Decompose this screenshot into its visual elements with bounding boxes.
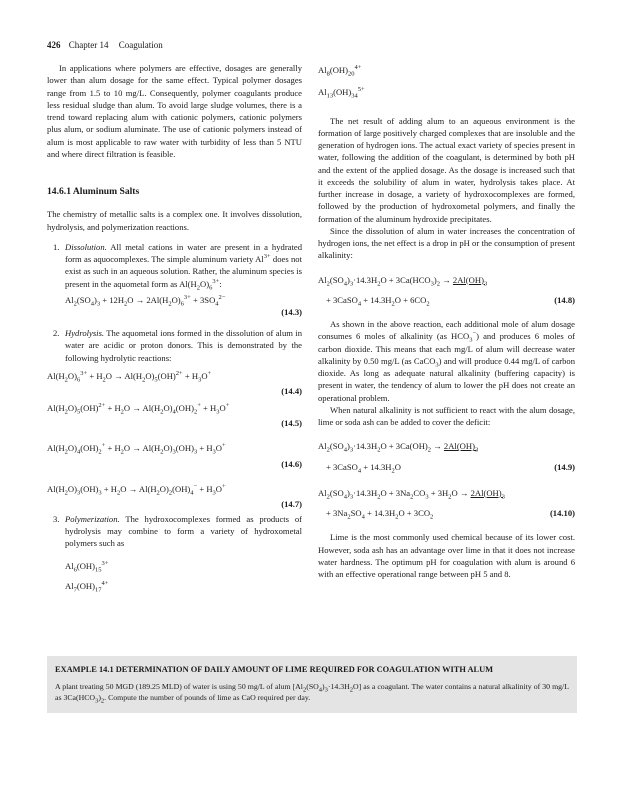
equation-14-3: $Al_2(SO_4)_3 + 12H_2O \to 2Al(H_2O)_6^{3+} + 3SO_4^{2-}$ (65, 293, 226, 308)
equation-number: (14.10) (549, 508, 575, 518)
paragraph-alkalinity: As shown in the above reaction, each additional mole of alum dosage consumes 6 moles of alkalinity (as $HCO_3^-$) and produces 6 moles of carbon dioxide. This means that each mg/L of alum will decrease water alkalinity by 0.50 mg/L (as CaCO$_3$) and will produce 0.44 mg/L of carbon dioxide. As long as adequate natural alkalinity (buffering capacity) is present in water, the tendency of alum to lower the pH does not create an operational problem. (318, 319, 575, 403)
page-number: 426 (47, 40, 61, 50)
equation-number: (14.7) (281, 498, 302, 509)
term-polymerization: Polymerization. (65, 513, 120, 524)
paragraph-lime-cost: Lime is the most commonly used chemical because of its lower cost. However, soda ash has an advantage over lime in that it does not increase water hardness. The optimum pH for coagulation with alum is around 6 with an effective operational range between pH 5 and 8. (318, 532, 575, 579)
list-number: 2. (53, 328, 60, 338)
polymer-al8: $Al_8(OH)_{20}^{4+}$ (318, 64, 362, 78)
left-column (47, 62, 302, 592)
term-dissolution: Dissolution. (65, 241, 107, 252)
list-number: 3. (53, 513, 60, 524)
equation-14-7: $Al(H_2O)_3(OH)_3 + H_2O \to Al(H_2O)_2(OH)_4^- + H_3O^+$ (47, 482, 226, 497)
right-column: $Al_8(OH)_{20}^{4+}$ $Al_{13}(OH)_{34}^{5+}$ The net result of adding alum to an aqueous environment is the formation of large positively charged complexes that are insoluble and the generation of hydrogen ions. The actual exact variety of species present in water, following the addition of the coagulant, is determined by both pH and the extent of the applied dosage. As the dosage is increased such that it exceeds the solubility of alum in water, hydrolysis takes place. At further increase in dosage, a variety of hydroxocomplexes are formed, followed by the production of hydroxometal polymers, and finally the formation of the aluminum hydroxide precipitates. Since the dissolution of alum in water increases the concentration of hydrogen ions, the net effect is a drop in pH or the consumption of present alkalinity: $Al_2(SO_4)_3\cdot 14.3H_2O + 3Ca(HCO_3)_2 \to 2Al(OH)_3$ + 3CaSO$_4$ + $14.3H_2O + 6CO_2$ (14.8) As shown in the above reaction, each additional mole of alum dosage consumes 6 moles of alkalinity (as $HCO_3^-$) and produces 6 moles of carbon dioxide. This means that each mg/L of alum will decrease water alkalinity by 0.50 mg/L (as CaCO$_3$) and will produce 0.44 mg/L of carbon dioxide. As long as adequate natural alkalinity (buffering capacity) is present in water, the tendency of alum to lower the pH does not create an operational problem. When natural alkalinity is not sufficient to react with the alum dosage, lime or soda ash can be added to cover the deficit: $Al_2(SO_4)_3\cdot 14.3H_2O + 3Ca(OH)_2 \to 2Al(OH)_3$ + 3CaSO$_4$ + $14.3H_2O$ (14.9) $Al_2(SO_4)_3\cdot 14.3H_2O + 3Na_2CO_3 + 3H_2O \to 2Al(OH)_3$ + $3Na_2SO_4 + 14.3H_2O + 3CO_2$ (14.10) Lime is the most commonly used chemical because of its lower cost. However, soda ash has an advantage over lime in that it does not increase water hardness. The optimum pH for coagulation with alum is around 6 with an effective operational range between pH 5 and 8. (318, 64, 575, 579)
equation-number: (14.4) (281, 386, 302, 396)
equation-number: (14.3) (281, 307, 302, 317)
equation-14-5: $Al(H_2O)_5(OH)^{2+} + H_2O \to Al(H_2O)_4(OH)_2^+ + H_3O^+$ (47, 402, 230, 416)
polymer-al6: $Al_6(OH)_{15}^{3+}$ (65, 559, 109, 574)
chapter-label: Chapter 14 (68, 40, 109, 50)
list-item-dissolution: 1. Dissolution. All metal cations in water are present in a hydrated form as aquocomplexes. The simple aluminum variety $Al^{3+}$ does not exist as such in an aqueous solution. Rather, the aluminum species is present in the aquometal form as $Al(H_2O)_6^{3+}$: $Al_2(SO_4)_3 + 12H_2O \to 2Al(H_2O)_6^{3+} + 3SO_4^{2-}$ (14.3) (53, 241, 302, 317)
equation-number: (14.6) (281, 458, 302, 469)
list-item-polymerization: 3. Polymerization. The hydroxocomplexes formed as products of hydrolysis may combine to form a variety of hydroxometal polymers such as $Al_6(OH)_{15}^{3+}$ $Al_7(OH)_{17}^{4+}$ (53, 513, 302, 594)
equation-number: (14.5) (281, 418, 302, 429)
paragraph-lime-soda: When natural alkalinity is not sufficient to react with the alum dosage, lime or soda ash can be added to cover the deficit: (318, 404, 575, 427)
example-box (47, 656, 577, 713)
equation-14-8: $Al_2(SO_4)_3\cdot 14.3H_2O + 3Ca(HCO_3)_2 \to 2Al(OH)_3$ (318, 274, 488, 288)
list-number: 1. (53, 241, 60, 252)
polymer-al13: $Al_{13}(OH)_{34}^{5+}$ (318, 86, 365, 100)
paragraph-net-result: The net result of adding alum to an aqueous environment is the formation of large positively charged complexes that are insoluble and the generation of hydrogen ions. The actual exact variety of species present in water, following the addition of the coagulant, is determined by both pH and the extent of the applied dosage. As the dosage is increased such that it exceeds the solubility of alum in water, hydrolysis takes place. At further increase in dosage, a variety of hydroxocomplexes are formed, followed by the production of hydroxometal polymers, and finally the formation of the aluminum hydroxide precipitates. (318, 115, 575, 224)
paragraph-dissolution: Since the dissolution of alum in water increases the concentration of hydrogen ions, the net effect is a drop in pH or the consumption of present alkalinity: (318, 225, 575, 261)
chapter-title: Coagulation (118, 40, 163, 50)
example-body: A plant treating 50 MGD (189.25 MLD) of water is using 50 mg/L of alum $[Al_2(SO_4)_3\cdot 14.3H_2O]$ as a coagulant. The water contains a natural alkalinity of 30 mg/L as $3Ca(HCO_3)_2$. Compute the number of pounds of lime as CaO required per day. (55, 682, 569, 705)
polymer-al7: $Al_7(OH)_{17}^{4+}$ (65, 579, 109, 594)
intro-paragraph: In applications where polymers are effective, dosages are generally lower than alum dosage for the same effect. Typical polymer dosages range from 1.5 to 10 mg/L. Consequently, polymer coagulants produce less residual sludge than alum. To avoid large sludge volumes, there is a trend toward replacing alum with cationic polymers, cationic polymers plus alum, or sodium aluminate. The use of cationic polymers instead of alum is most applicable to raw water with turbidity of less than 5 NTU and where direct filtration is feasible. (47, 63, 302, 159)
term-hydrolysis: Hydrolysis. (65, 328, 105, 338)
equation-14-6: $Al(H_2O)_4(OH)_2^+ + H_2O \to Al(H_2O)_3(OH)_3 + H_3O^+$ (47, 442, 226, 456)
equation-14-4: $Al(H_2O)_6^{3+} + H_2O \to Al(H_2O)_5(OH)^{2+} + H_3O^+$ (47, 369, 212, 384)
example-title: EXAMPLE 14.1 DETERMINATION OF DAILY AMOUNT OF LIME REQUIRED FOR COAGULATION WITH ALUM (55, 665, 494, 674)
equation-14-9: $Al_2(SO_4)_3\cdot 14.3H_2O + 3Ca(OH)_2 \to 2Al(OH)_3$ (318, 441, 479, 454)
equation-14-10: $Al_2(SO_4)_3\cdot 14.3H_2O + 3Na_2CO_3 + 3H_2O \to 2Al(OH)_3$ (318, 487, 505, 501)
list-item-hydrolysis: 2. Hydrolysis. The aquometal ions formed in the dissolution of alum in water are acidic or proton donors. This is demonstrated by the following hydrolytic reactions: (53, 328, 302, 363)
equation-number: (14.9) (554, 461, 575, 472)
section-heading: 14.6.1 Aluminum Salts (47, 186, 140, 197)
section-intro-paragraph: The chemistry of metallic salts is a complex one. It involves dissolution, hydrolysis, and polymerization reactions. (47, 209, 302, 232)
running-header (47, 40, 163, 50)
equation-number: (14.8) (554, 294, 575, 305)
